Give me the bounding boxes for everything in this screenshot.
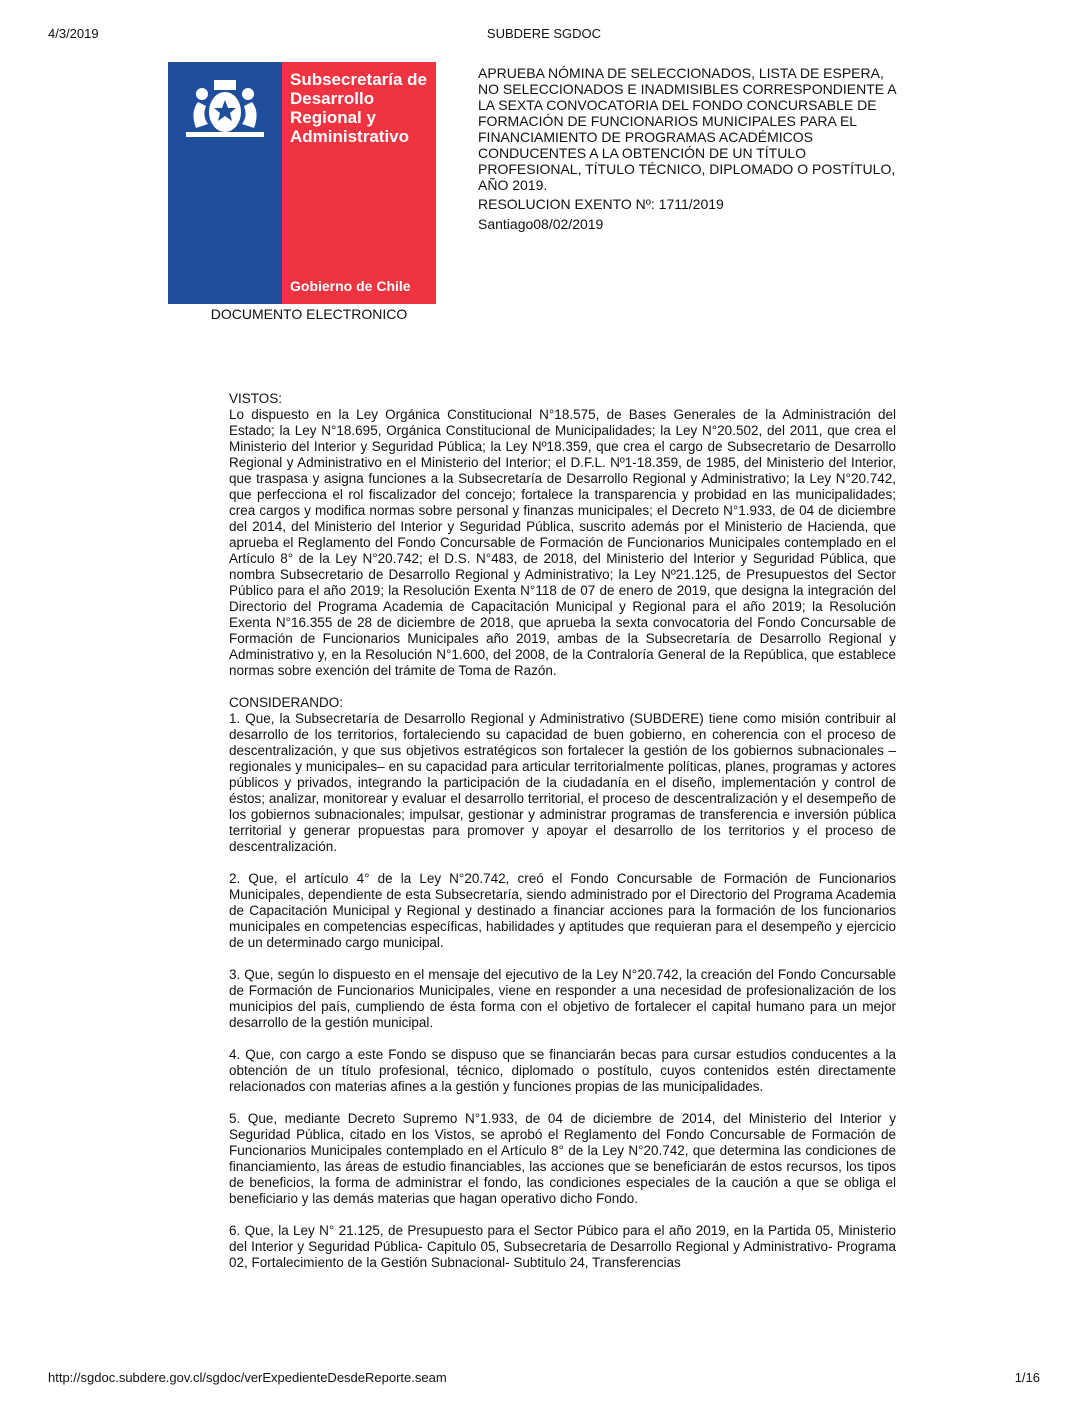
- considerando-heading: CONSIDERANDO:: [229, 695, 344, 710]
- document-title: APRUEBA NÓMINA DE SELECCIONADOS, LISTA DE ESPERA, NO SELECCIONADOS E INADMISIBLES CORRESPONDIENTE A LA SEXTA CONVOCATORIA DEL FONDO CONCURSABLE DE FORMACIÓN DE FUNCIONARIOS MUNICIPALES PARA EL FINANCIAMIENTO DE PROGRAMAS ACADÉMICOS CONDUCENTES A LA OBTENCIÓN DE UN TÍTULO PROFESIONAL, TÍTULO TÉCNICO, DIPLOMADO O POSTÍTULO, AÑO 2019.: [478, 65, 896, 193]
- logo-blue-panel: [168, 62, 282, 304]
- vistos-heading: VISTOS:: [229, 391, 283, 406]
- considerando-item: 2. Que, el artículo 4° de la Ley N°20.742, creó el Fondo Concursable de Formación de Funcionarios Municipales, dependiente de esta Subsecretaría, siendo administrado por el Directorio del Programa Academia de Capacitación Municipal y Regional y destinado a financiar acciones para la formación de los funcionarios municipales en competencias específicas, habilidades y aptitudes que requieran para el desempeño y ejercicio de un determinado cargo municipal.: [229, 871, 896, 950]
- resolution-number: RESOLUCION EXENTO Nº: 1711/2019: [478, 196, 724, 212]
- logo-institution-name: Subsecretaría de Desarrollo Regional y Administrativo: [290, 70, 428, 146]
- print-site-title: SUBDERE SGDOC: [486, 26, 602, 41]
- document-type-label: DOCUMENTO ELECTRONICO: [210, 306, 408, 322]
- vistos-text: Lo dispuesto en la Ley Orgánica Constitucional N°18.575, de Bases Generales de la Administración del Estado; la Ley N°18.695, Orgánica Constitucional de Municipalidades; la Ley N°20.502, del 2011, que crea el Ministerio del Interior y Seguridad Pública; la Ley Nº18.359, que crea el cargo de Subsecretario de Desarrollo Regional y Administrativo en el Ministerio del Interior; el D.F.L. Nº1-18.359, de 1985, del Ministerio del Interior, que traspasa y asigna funciones a la Subsecretaría de Desarrollo Regional y Administrativo; la Ley N°20.742, que perfecciona el rol fiscalizador del concejo; fortalece la transparencia y probidad en las municipalidades; crea cargos y modifica normas sobre personal y finanzas municipales; el Decreto N°1.933, de 04 de diciembre del 2014, del Ministerio del Interior y Seguridad Pública, suscrito además por el Ministerio de Hacienda, que aprueba el Reglamento del Fondo Concursable de Formación de Funcionarios Municipales contemplado en el Artículo 8° de la Ley N°20.742; el D.S. N°483, de 2018, del Ministerio del Interior y Seguridad Pública, que nombra Subsecretario de Desarrollo Regional y Administrativo; la Ley Nº21.125, de Presupuestos del Sector Público para el año 2019; la Resolución Exenta N°118 de 07 de enero de 2019, que designa la integración del Directorio del Programa Academia de Capacitación Municipal y Regional para el año 2019; la Resolución Exenta N°16.355 de 28 de diciembre de 2018, que aprueba la sexta convocatoria del Fondo Concursable de Formación de Funcionarios Municipales año 2019, ambas de la Subsecretaría de Desarrollo Regional y Administrativo y, en la Resolución N°1.600, del 2008, de la Contraloría General de la República, que establece normas sobre exención del trámite de Toma de Razón.: [229, 407, 896, 678]
- page-number: 1/16: [1014, 1370, 1040, 1385]
- logo-government-label: Gobierno de Chile: [290, 278, 411, 294]
- considerando-item: 6. Que, la Ley N° 21.125, de Presupuesto para el Sector Púbico para el año 2019, en la Partida 05, Ministerio del Interior y Seguridad Pública- Capitulo 05, Subsecretaria de Desarrollo Regional y Administrativo- Programa 02, Fortalecimiento de la Gestión Subnacional- Subtitulo 24, Transferencias: [229, 1223, 896, 1270]
- document-body: [229, 391, 896, 1287]
- print-date: 4/3/2019: [48, 26, 99, 41]
- considerando-item: 3. Que, según lo dispuesto en el mensaje del ejecutivo de la Ley N°20.742, la creación del Fondo Concursable de Formación de Funcionarios Municipales, viene en responder a una necesidad de profesionalización de los municipios del país, cumpliendo de ésta forma con el objetivo de fortalecer el capital humano para un mejor desarrollo de la gestión municipal.: [229, 967, 896, 1030]
- considerando-item: 1. Que, la Subsecretaría de Desarrollo Regional y Administrativo (SUBDERE) tiene como misión contribuir al desarrollo de los territorios, fortaleciendo su capacidad de buen gobierno, en coherencia con el proceso de descentralización, y que sus objetivos estratégicos son fortalecer la gestión de los gobiernos subnacionales –regionales y municipales– en su capacidad para articular territorialmente políticas, planes, programas y actores públicos y privados, integrando la participación de la ciudadanía en el diseño, implementación y control de éstos; analizar, monitorear y evaluar el desarrollo territorial, el proceso de descentralización y el desempeño de los gobiernos subnacionales; impulsar, gestionar y administrar programas de transferencia e inversión pública territorial y generar propuestas para promover y apoyar el desarrollo de los territorios y el proceso de descentralización.: [229, 711, 896, 854]
- subdere-logo: [168, 62, 436, 304]
- considerando-item: 4. Que, con cargo a este Fondo se dispuso que se financiarán becas para cursar estudios conducentes a la obtención de un título profesional, técnico, diplomado o postítulo, cuyos contenidos estén directamente relacionados con materias afines a la gestión y funciones propias de las municipalidades.: [229, 1047, 896, 1094]
- coat-of-arms-icon: [178, 72, 272, 142]
- footer-url: http://sgdoc.subdere.gov.cl/sgdoc/verExpedienteDesdeReporte.seam: [48, 1370, 447, 1385]
- place-date: Santiago08/02/2019: [478, 216, 604, 232]
- logo-red-panel: [282, 62, 436, 304]
- considerando-item: 5. Que, mediante Decreto Supremo N°1.933, de 04 de diciembre de 2014, del Ministerio del Interior y Seguridad Pública, citado en los Vistos, se aprobó el Reglamento del Fondo Concursable de Formación de Funcionarios Municipales contemplado en el Artículo 8° de la Ley N°20.742, que determina las condiciones de financiamiento, las áreas de estudio financiables, las acciones que se beneficiarán de estos recursos, los tipos de beneficios, la forma de administrar el fondo, las condiciones especiales de la caución a que se obliga el beneficiario y las demás materias que hagan operativo dicho Fondo.: [229, 1111, 896, 1206]
